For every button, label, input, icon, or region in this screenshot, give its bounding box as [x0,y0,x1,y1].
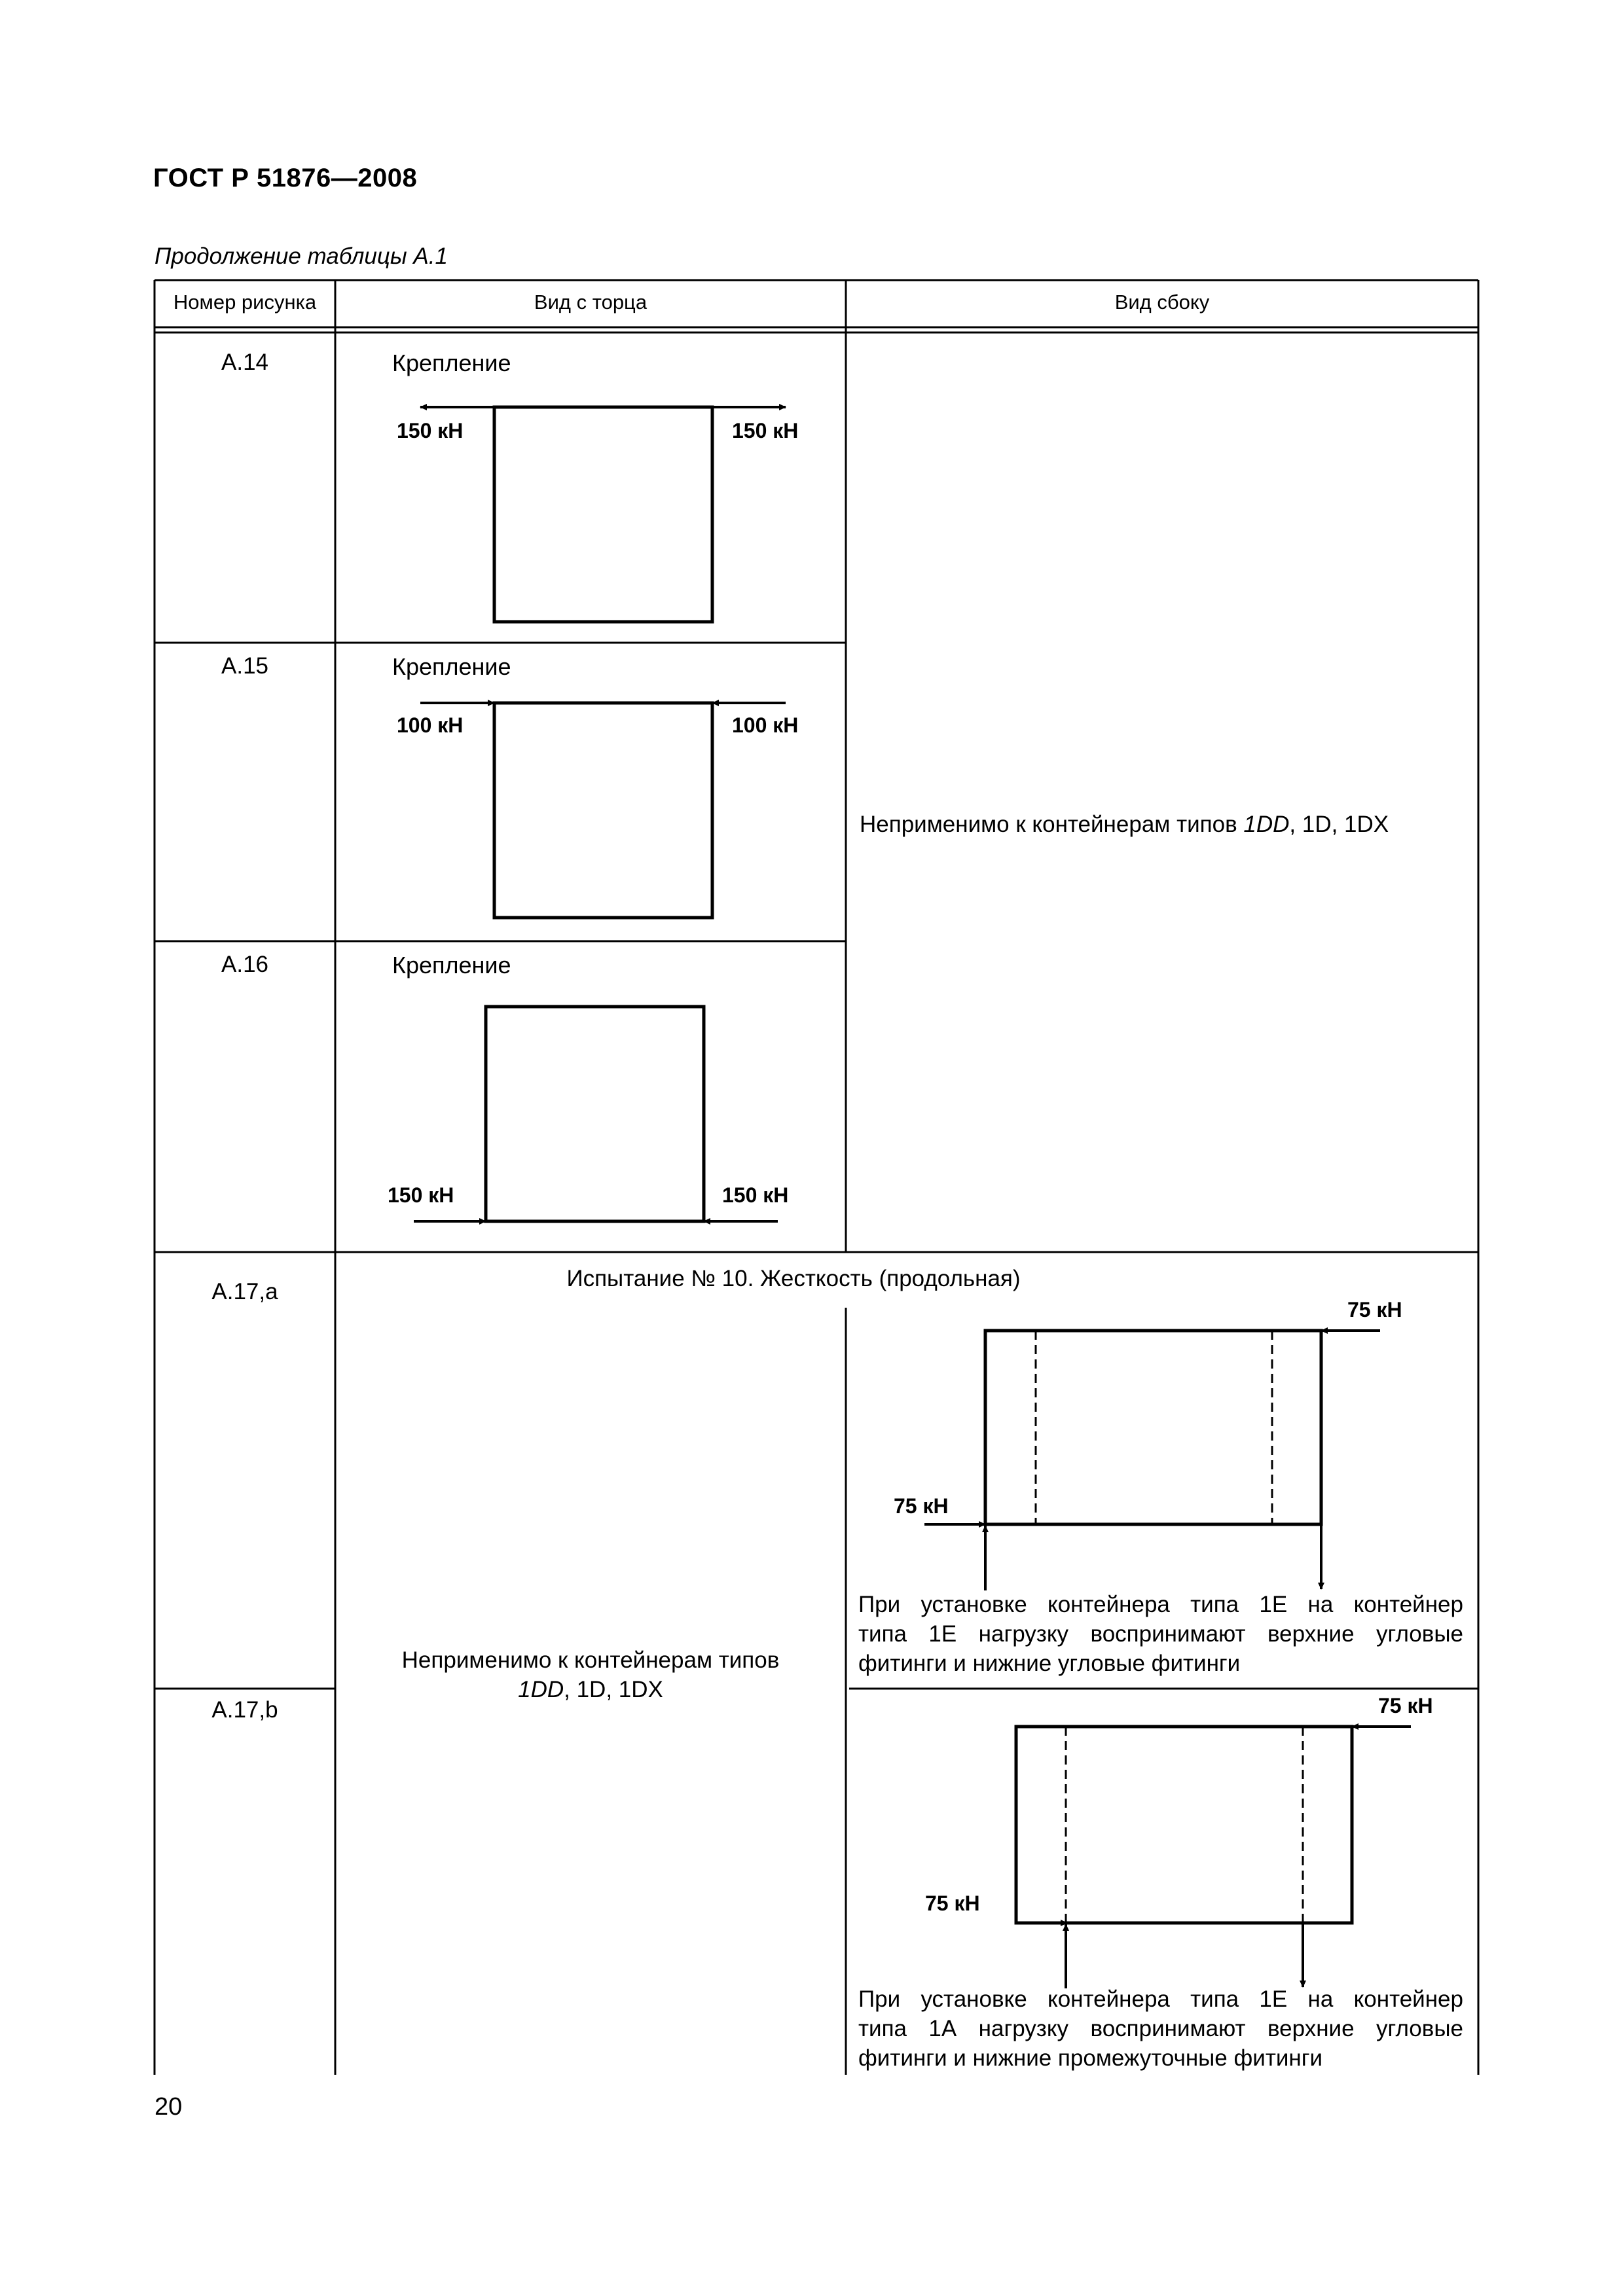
force-bottom-a17a: 75 кН [894,1494,949,1518]
test-heading: Испытание № 10. Жесткость (продольная) [566,1266,1021,1291]
force-bottom-a17b: 75 кН [925,1892,980,1915]
figure-id-a15: А.15 [221,653,268,679]
fastening-label-a14: Крепление [392,350,511,376]
force-right-a14: 150 кН [732,419,799,442]
diagram-a14 [420,407,786,622]
header-side-view: Вид сбоку [1114,291,1210,314]
note-a17b: При установке контейнера типа 1Е на контейнер типа 1А нагрузку воспринимают верхние угловые фитинги и нижние промежуточные фитинги [858,1986,1463,2071]
force-right-a15: 100 кН [732,713,799,737]
table-caption: Продолжение таблицы А.1 [155,243,448,269]
figure-id-a17a: А.17,a [211,1279,278,1304]
header-end-view: Вид с торца [534,291,647,314]
note-a17a: При установке контейнера типа 1Е на контейнер типа 1Е нагрузку воспринимают верхние угловые фитинги и нижние угловые фитинги [858,1592,1463,1676]
figure-id-a17b: А.17,b [211,1697,278,1723]
end-view-not-applicable: Неприменимо к контейнерам типов 1DD, 1D, 1DX [401,1647,780,1702]
page-number: 20 [155,2093,183,2121]
force-right-a16: 150 кН [722,1183,789,1207]
diagram-a17b [1016,1727,1411,1988]
force-top-a17b: 75 кН [1378,1694,1433,1717]
force-left-a16: 150 кН [388,1183,454,1207]
force-top-a17a: 75 кН [1347,1298,1402,1321]
header-figure-number: Номер рисунка [173,291,317,314]
fastening-label-a15: Крепление [392,653,511,680]
figure-id-a16: А.16 [221,952,268,977]
diagram-a15 [420,703,786,918]
force-left-a15: 100 кН [397,713,464,737]
side-view-not-applicable: Неприменимо к контейнерам типов 1DD, 1D, 1DX [860,812,1389,837]
diagram-a17a [924,1331,1380,1590]
figure-id-a14: А.14 [221,350,268,375]
force-left-a14: 150 кН [397,419,464,442]
document-title: ГОСТ Р 51876—2008 [153,164,418,192]
fastening-label-a16: Крепление [392,952,511,978]
